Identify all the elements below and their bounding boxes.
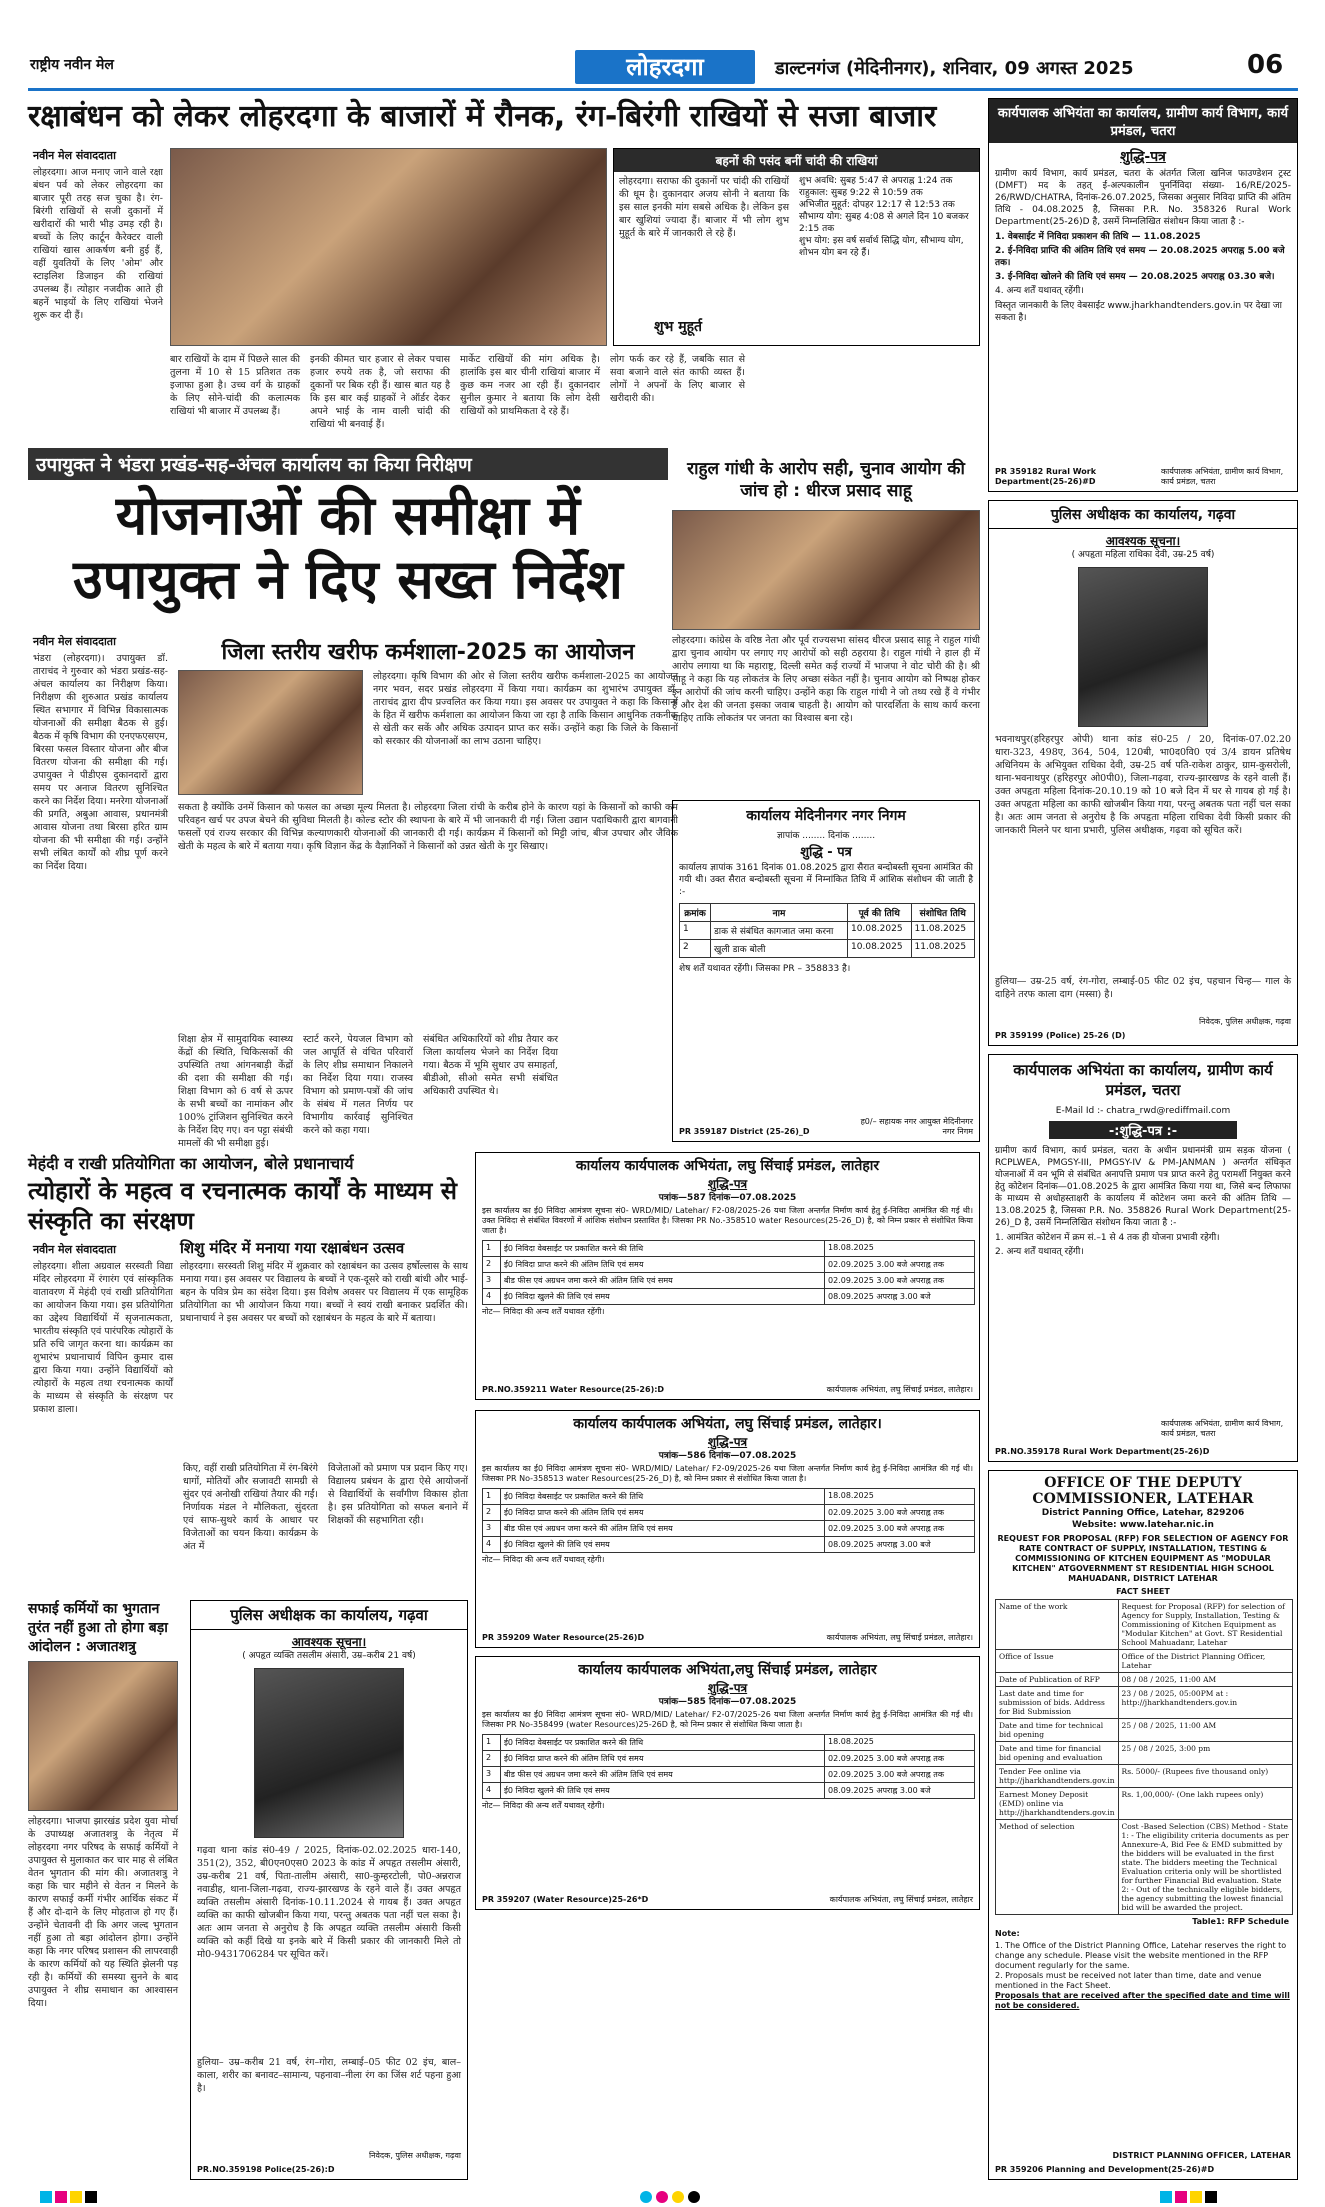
ad-footer: शेष शर्तें यथावत रहेंगी। जिसका PR – 358833 है। bbox=[679, 964, 851, 974]
ad-sign: निवेदक, पुलिस अधीक्षक, गढ़वा bbox=[1198, 1017, 1291, 1026]
registration-square bbox=[1205, 2191, 1217, 2203]
story-body: बार राखियों के दाम में पिछले साल की तुलना में 10 से 15 प्रतिशत तक इजाफा हुआ है। उच्च वर्ग के ग्राहकों के लिए सोने-चांदी की कलात्मक राखियां भी बाजार में उपलब्ध हैं। bbox=[170, 354, 300, 417]
section-banner bbox=[575, 50, 755, 84]
table-cell: 1 bbox=[483, 1489, 501, 1505]
story-body: स्टार्ट करने, पेयजल विभाग को जल आपूर्ति से वंचित परिवारों के लिए शीघ्र समाधान निकालने का निर्देश दिया गया। राजस्व विभाग को प्रमाण-पत्रों की जांच के संबंध में गलत निर्णय पर विभागीय कार्रवाई सुनिश्चित करने को कहा गया। bbox=[303, 1034, 413, 1136]
story-body: लोहरदगा। कृषि विभाग की ओर से जिला स्तरीय खरीफ कर्मशाला-2025 का आयोजन नगर भवन, सदर प्रखंड लोहरदगा में किया गया। कार्यक्रम का शुभारंभ उपायुक्त डॉ. ताराचंद द्वारा दीप प्रज्वलित कर किया गया। इस अवसर पर उपायुक्त ने कहा कि किसानों के हित में खरीफ कर्मशाला का आयोजन किया जा रहा है ताकि किसान आधुनिक तकनीक से खेती कर सकें और अधिक उत्पादन प्राप्त कर सकें। उन्होंने कहा कि जिले के किसानों को सरकार की योजनाओं का लाभ उठाना चाहिए। bbox=[373, 671, 678, 747]
table-cell: 10.08.2025 bbox=[848, 940, 911, 958]
ad-sign: कार्यपालक अभियंता, लघु सिंचाई प्रमंडल, लातेहार। bbox=[826, 1385, 973, 1394]
tender-table bbox=[482, 1488, 975, 1553]
table-cell: 1 bbox=[483, 1735, 501, 1751]
table-row bbox=[996, 1719, 1293, 1742]
headline: जिला स्तरीय खरीफ कर्मशाला-2025 का आयोजन bbox=[221, 640, 635, 665]
ad-sign: कार्यपालक अभियंता, लघु सिंचाई प्रमंडल, लातेहार bbox=[829, 1895, 973, 1904]
ad-title: पुलिस अधीक्षक का कार्यालय, गढ़वा bbox=[191, 1601, 467, 1630]
table-row bbox=[483, 1783, 975, 1799]
story-rakhi-market bbox=[28, 98, 980, 456]
table-cell: Office of Issue bbox=[996, 1650, 1119, 1673]
ad-sign: कार्यपालक अभियंता, लघु सिंचाई प्रमंडल, लातेहार। bbox=[826, 1633, 973, 1642]
kicker: उपायुक्त ने भंडरा प्रखंड-सह-अंचल कार्यालय का किया निरीक्षण bbox=[28, 448, 668, 480]
table-row bbox=[996, 1600, 1293, 1650]
ad-title: कार्यालय कार्यपालक अभियंता, लघु सिंचाई प्रमंडल, लातेहार। bbox=[573, 1416, 882, 1432]
pr-code: PR 359199 (Police) 25-26 (D) bbox=[995, 1031, 1126, 1040]
table-row bbox=[483, 1489, 975, 1505]
registration-dot bbox=[640, 2191, 652, 2203]
ad-subtitle: ( अपहृता महिला राधिका देवी, उम्र-25 वर्ष) bbox=[1071, 550, 1215, 560]
table-row bbox=[483, 1273, 975, 1289]
headline: सफाई कर्मियों का भुगतान तुरंत नहीं हुआ तो होगा बड़ा आंदोलन : अजातशत्रु bbox=[28, 1601, 168, 1655]
table-cell: 23 / 08 / 2025, 05:00PM at : http://jharkhandtenders.gov.in bbox=[1118, 1687, 1292, 1719]
story-body: संबंधित अधिकारियों को शीघ्र तैयार कर जिला कार्यालय भेजने का निर्देश दिया गया। बैठक में भूमि सुधार उप समाहर्ता, बीडीओ, सीओ समेत सभी संबंधित अधिकारी उपस्थित थे। bbox=[423, 1034, 558, 1097]
ad-item: 2. अन्य शर्तें यथावत् रहेंगी। bbox=[995, 1247, 1084, 1257]
story-body: लोहरदगा। कांग्रेस के वरिष्ठ नेता और पूर्व राज्यसभा सांसद धीरज प्रसाद साहू ने राहुल गांधी द्वारा चुनाव आयोग पर लगाए गए आरोपों को सही ठहराया है। राहुल गांधी ने हाल ही में आरोप लगाया था कि महाराष्ट्र, दिल्ली समेत कई राज्यों में भाजपा ने वोट चोरी की है। श्री साहू ने कहा कि यह लोकतंत्र के लिए अच्छा संकेत नहीं है। चुनाव आयोग को निष्पक्ष होकर इन आरोपों की जांच करनी चाहिए। उन्होंने कहा कि राहुल गांधी ने जो तथ्य रखे हैं वे गंभीर हैं और देश की जनता इसका जवाब चाहती है। आयोग को पारदर्शिता के साथ कार्य करना चाहिए ताकि लोकतंत्र पर जनता का विश्वास बना रहे। bbox=[672, 635, 980, 724]
table-cell: खुली डाक बोली bbox=[710, 940, 847, 958]
table-row bbox=[996, 1820, 1293, 1915]
table-cell: 2 bbox=[483, 1751, 501, 1767]
box-title: बहनों की पसंद बनीं चांदी की राखियां bbox=[614, 149, 979, 172]
story-body: शिक्षा क्षेत्र में सामुदायिक स्वास्थ्य केंद्रों की स्थिति, चिकित्सकों की उपस्थिति तथा आंगनबाड़ी केंद्रों की दशा की समीक्षा की गई। शिक्षा विभाग को 6 वर्ष से ऊपर के सभी बच्चों का नामांकन और 100% ट्रांजिशन सुनिश्चित करने के निर्देश दिए गए। वन पट्टा संबंधी मामलों की भी समीक्षा हुई। bbox=[178, 1034, 293, 1149]
ad-item: 2. ई-निविदा प्राप्ति की अंतिम तिथि एवं समय — 20.08.2025 अपराह्न 5.00 बजे तक। bbox=[995, 246, 1285, 268]
table-row bbox=[996, 1687, 1293, 1719]
table-cell: 3 bbox=[483, 1767, 501, 1783]
box-body: लोहरदगा। सराफा की दुकानों पर चांदी की राखियों की धूम है। दुकानदार अजय सोनी ने बताया कि इस साल इनकी मांग सबसे अधिक है। लेकिन इस बार खुशियां ज्यादा हैं। बाजार में भी लोग शुभ मुहूर्त के बारे में जानकारी ले रहे हैं। bbox=[619, 176, 789, 239]
muhurat-title: शुभ मुहूर्त bbox=[654, 319, 703, 335]
story-shishu-mandir bbox=[180, 1238, 468, 1458]
ad-website: Website: www.latehar.nic.in bbox=[1072, 1520, 1214, 1530]
ad-latehar-585 bbox=[475, 1656, 980, 1910]
page-number: 06 bbox=[1247, 50, 1284, 80]
registration-square bbox=[85, 2191, 97, 2203]
table-cell: 02.09.2025 3.00 बजे अपराह्न तक bbox=[825, 1257, 975, 1273]
table-cell: डाक से संबंधित कागजात जमा करना bbox=[710, 922, 847, 940]
ad-title: कार्यपालक अभियंता का कार्यालय, ग्रामीण कार्य प्रमंडल, चतरा bbox=[1013, 1061, 1273, 1099]
table-cell: Office of the District Planning Officer, Latehar bbox=[1118, 1650, 1292, 1673]
dateline: डाल्टनगंज (मेदिनीनगर), शनिवार, 09 अगस्त 2025 bbox=[775, 58, 1134, 79]
table-row bbox=[483, 1735, 975, 1751]
table-cell: Rs. 1,00,000/- (One lakh rupees only) bbox=[1118, 1788, 1292, 1820]
table-row bbox=[996, 1765, 1293, 1788]
byline: नवीन मेल संवाददाता bbox=[33, 635, 116, 648]
story-body: लोहरदगा। शीला अग्रवाल सरस्वती विद्या मंदिर लोहरदगा में रंगारंग एवं सांस्कृतिक वातावरण में मेहंदी एवं राखी प्रतियोगिता का आयोजन किया गया। इस प्रतियोगिता का उद्देश्य विद्यार्थियों में सृजनात्मकता, भारतीय संस्कृति एवं पारंपरिक त्योहारों के प्रति रुचि जागृत करना था। कार्यक्रम का शुभारंभ प्रधानाचार्य विपिन कुमार दास द्वारा किया गया। उन्होंने विद्यार्थियों को त्योहारों के महत्व तथा रचनात्मक कार्यों के माध्यम से संस्कृति के संरक्षण पर प्रकाश डाला। bbox=[33, 1261, 173, 1415]
ad-sub: आवश्यक सूचना। bbox=[291, 1635, 367, 1649]
registration-dot bbox=[656, 2191, 668, 2203]
missing-person-photo bbox=[254, 1668, 404, 1838]
ad-title: पुलिस अधीक्षक का कार्यालय, गढ़वा bbox=[989, 501, 1297, 529]
table-cell: 08 / 08 / 2025, 11:00 AM bbox=[1118, 1673, 1292, 1687]
table-cell: ई0 निविदा वेबसाईट पर प्रकाशित करने की तिथि bbox=[501, 1735, 825, 1751]
section-title: लोहरदगा bbox=[626, 53, 704, 81]
rfp-table bbox=[995, 1599, 1293, 1915]
story-body: सकता है क्योंकि उनमें किसान को फसल का अच्छा मूल्य मिलता है। लोहरदगा जिला रांची के करीब होने के कारण यहां के किसानों को काफी कम परिवहन खर्च पर उपज बेचने की सुविधा मिलती है। कोल्ड स्टोर की स्थापना के बारे में भी जानकारी दी गई। जिला उद्यान पदाधिकारी द्वारा बागवानी फसलों एवं राज्य सरकार की विभिन्न कल्याणकारी योजनाओं की जानकारी दी गई। कार्यक्रम में किसानों को मिट्टी जांच, बीज उपचार और जैविक खेती के महत्व के बारे में बताया गया। कृषि विज्ञान केंद्र के वैज्ञानिकों ने किसानों को उन्नत खेती के गुर सिखाए। bbox=[178, 802, 678, 852]
table-cell: Method of selection bbox=[996, 1820, 1119, 1915]
table-cell: 02.09.2025 3.00 बजे अपराह्न तक bbox=[825, 1521, 975, 1537]
table-row bbox=[680, 940, 975, 958]
story-rahul bbox=[672, 458, 980, 788]
ad-title-1: OFFICE OF THE DEPUTY bbox=[1044, 1475, 1242, 1491]
table-cell: 02.09.2025 3.00 बजे अपराह्न तक bbox=[825, 1273, 975, 1289]
ad-item: 1. वेबसाईट में निविदा प्रकाशन की तिथि — 11.08.2025 bbox=[995, 232, 1201, 242]
ad-body: ग्रामीण कार्य विभाग, कार्य प्रमंडल, चतरा के अंतर्गत जिला खनिज फाउण्डेशन ट्रस्ट (DMFT) मद के तहत् ई-अल्पकालीन पुनर्निविदा संख्या- 16/RE/2025-26/RWD/CHATRA, दिनांक-26.07.2025, जिसका अनुसार निविदा प्राप्ति की अंतिम तिथि - 04.08.2025 है, जिसका P.R. No. 358326 Rural Work Department(25-26)D है, उसमें निम्नलिखित संशोधन किया जाता है :- bbox=[995, 169, 1291, 227]
table-cell: 2 bbox=[680, 940, 711, 958]
rahul-photo bbox=[672, 510, 980, 630]
table-cell: Date and time for financial bid opening and evaluation bbox=[996, 1742, 1119, 1765]
ad-title-2: COMMISSIONER, LATEHAR bbox=[1032, 1491, 1254, 1507]
ad-latehar-586 bbox=[475, 1410, 980, 1648]
table-cell: 10.08.2025 bbox=[848, 922, 911, 940]
ad-note: नोट— निविदा की अन्य शर्तें यथावत् रहेगी। bbox=[482, 1801, 605, 1810]
table-cell: ई0 निविदा प्राप्त करने की अंतिम तिथि एवं समय bbox=[501, 1257, 825, 1273]
table-cell: ई0 निविदा प्राप्त करने की अंतिम तिथि एवं समय bbox=[501, 1751, 825, 1767]
table-cell: 08.09.2025 अपराह्न 3.00 बजे bbox=[825, 1783, 975, 1799]
table-header: क्रमांक bbox=[680, 904, 711, 922]
ad-sign: कार्यपालक अभियंता, ग्रामीण कार्य विभाग, कार्य प्रमंडल, चतरा bbox=[1161, 467, 1284, 486]
ad-subtitle: ( अपहृत व्यक्ति तसलीम अंसारी, उम्र–करीब 21 वर्ष) bbox=[242, 1651, 416, 1661]
table-cell: बीड फीस एवं अग्रधन जमा करने की अंतिम तिथि एवं समय bbox=[501, 1767, 825, 1783]
ad-item: 1. आमंत्रित कोटेशन में क्रम सं.–1 से 4 तक ही योजना प्रभावी रहेगी। bbox=[995, 1233, 1220, 1243]
pr-code: PR 359187 District (25-26)_D bbox=[679, 1127, 810, 1136]
ad-sign: निवेदक, पुलिस अधीक्षक, गढ़वा bbox=[368, 2151, 461, 2160]
pr-code: PR 359182 Rural Work Department(25-26)#D bbox=[995, 467, 1097, 486]
table-cell: Rs. 5000/- (Rupees five thousand only) bbox=[1118, 1765, 1292, 1788]
ad-body: कार्यालय ज्ञापांक 3161 दिनांक 01.08.2025 द्वारा सैरात बन्दोबस्ती सूचना आमंत्रित की गयी थी। उक्त सैरात बन्दोबस्ती सूचना में निम्नांकित तिथि में आंशिक संशोधन की जाती है :- bbox=[679, 863, 973, 897]
table-header: नाम bbox=[710, 904, 847, 922]
table-row bbox=[996, 1673, 1293, 1687]
story-body: लोहरदगा। आज मनाए जाने वाले रक्षा बंधन पर्व को लेकर लोहरदगा का बाजार पूरी तरह सज चुका है। रंग-बिरंगी राखियों से सजी दुकानों में खरीदारों की भारी भीड़ उमड़ रही है। बच्चों के लिए कार्टून कैरेक्टर वाली राखियां खास आकर्षण बनी हुई हैं, वहीं युवतियों के लिए 'ओम' और स्टाइलिश डिजाइन की राखियां उपलब्ध हैं। त्योहार नजदीक आते ही बहनें भाइयों के लिए राखियां भेजने शुरू कर दी हैं। bbox=[33, 167, 163, 321]
table-cell: 08.09.2025 अपराह्न 3.00 बजे bbox=[825, 1537, 975, 1553]
ad-title: कार्यालय कार्यपालक अभियंता,लघु सिंचाई प्रमंडल, लातेहार bbox=[578, 1662, 877, 1678]
table-row bbox=[483, 1751, 975, 1767]
table-cell: 25 / 08 / 2025, 3:00 pm bbox=[1118, 1742, 1292, 1765]
table-row bbox=[483, 1257, 975, 1273]
table-cell: 4 bbox=[483, 1537, 501, 1553]
registration-square bbox=[1175, 2191, 1187, 2203]
pr-code: PR 359207 (Water Resource)25-26*D bbox=[482, 1895, 649, 1904]
pr-code: PR 359209 Water Resource(25-26)D bbox=[482, 1633, 645, 1642]
ad-ref: पत्रांक—585 दिनांक—07.08.2025 bbox=[658, 1697, 797, 1707]
table-cell: Earnest Money Deposit (EMD) online via http://jharkhandtenders.gov.in bbox=[996, 1788, 1119, 1820]
table-cell: बीड फीस एवं अग्रधन जमा करने की अंतिम तिथि एवं समय bbox=[501, 1273, 825, 1289]
ad-chatra-rwd-2 bbox=[988, 1054, 1298, 1462]
table-cell: 1 bbox=[483, 1241, 501, 1257]
ad-title: कार्यालय कार्यपालक अभियंता, लघु सिंचाई प्रमंडल, लातेहार bbox=[575, 1158, 880, 1174]
muhurat-item: शुभ योग: इस वर्ष सर्वार्थ सिद्धि योग, सौभाग्य योग, शोभन योग बन रहे हैं। bbox=[799, 236, 964, 258]
tender-table bbox=[482, 1734, 975, 1799]
ad-latehar-dc-rfp bbox=[988, 1470, 1298, 2180]
note-item: 1. The Office of the District Planning Office, Latehar reserves the right to change any schedule. Please visit the website mentioned in the RFP document regularly for the same. bbox=[995, 1941, 1287, 1970]
table-row bbox=[483, 1537, 975, 1553]
pr-code: PR.NO.359211 Water Resource(25-26):D bbox=[482, 1385, 665, 1394]
registration-square bbox=[55, 2191, 67, 2203]
table-cell: 4 bbox=[483, 1783, 501, 1799]
fact-sheet-label: FACT SHEET bbox=[1116, 1587, 1170, 1596]
ad-body: गढ़वा थाना कांड सं0-49 / 2025, दिनांक-02.02.2025 धारा-140, 351(2), 352, बी0एन0एस0 2023 के कांड में अपहृत तसलीम अंसारी, उम्र-करीब 21 वर्ष, पिता-तालीम अंसारी, सा0-कुम्हरटोली, पो0-अन्नराज नवाडीह, थाना-जिला-गढ़वा, राज्य-झारखण्ड के रहने वाले हैं। उक्त अपहृत व्यक्ति तसलीम अंसारी दिनांक-10.11.2024 से गायब हैं। उक्त अपहृत व्यक्ति का काफी खोजबीन किया गया, परन्तु अबतक पता नहीं चल सका है। अतः आम जनता से अनुरोध है कि अपहृत व्यक्ति तसलीम अंसारी किसी व्यक्ति को कहीं दिखे या इनके बारे में किसी प्रकार की जानकारी मिले तो मो0-9431706284 पर सूचित करें। bbox=[197, 1845, 461, 1960]
byline: नवीन मेल संवाददाता bbox=[33, 1243, 116, 1256]
story-body: मार्केट राखियों की मांग अधिक है। हालांकि इस बार चीनी राखियां बाजार में कुछ कम नजर आ रही हैं। दुकानदार सुनील कुमार ने बताया कि लोग देसी राखियों को प्राथमिकता दे रहे हैं। bbox=[460, 354, 600, 417]
registration-square bbox=[1190, 2191, 1202, 2203]
registration-dot bbox=[672, 2191, 684, 2203]
ad-note: नोट— निविदा की अन्य शर्तें यथावत् रहेगी। bbox=[482, 1555, 605, 1564]
ad-ref: पत्रांक—587 दिनांक—07.08.2025 bbox=[658, 1193, 797, 1203]
table-cell: 02.09.2025 3.00 बजे अपराह्न तक bbox=[825, 1505, 975, 1521]
muhurat-item: अभिजीत मुहूर्त: दोपहर 12:17 से 12:53 तक bbox=[799, 200, 955, 210]
pr-code: PR.NO.359178 Rural Work Department(25-26)D bbox=[995, 1447, 1210, 1456]
tender-table bbox=[482, 1240, 975, 1305]
story-body: लोग फर्क कर रहे हैं, जबकि सात से सवा बजाने वाले संत काफी व्यस्त हैं। लोगों ने अपनों के लिए बाजार से खरीदारी की। bbox=[610, 354, 745, 404]
table-cell: Name of the work bbox=[996, 1600, 1119, 1650]
table-cell: ई0 निविदा वेबसाईट पर प्रकाशित करने की तिथि bbox=[501, 1241, 825, 1257]
table-row bbox=[996, 1650, 1293, 1673]
table-cell: ई0 निविदा खुलने की तिथि एवं समय bbox=[501, 1537, 825, 1553]
missing-woman-photo bbox=[1078, 567, 1208, 727]
table-row bbox=[680, 922, 975, 940]
masthead bbox=[0, 0, 1325, 92]
note-item: Proposals that are received after the specified date and time will not be considered. bbox=[995, 1991, 1290, 2010]
table-row bbox=[483, 1241, 975, 1257]
silver-rakhi-box bbox=[613, 148, 980, 346]
headline: शिशु मंदिर में मनाया गया रक्षाबंधन उत्सव bbox=[180, 1239, 405, 1257]
table-cell: ई0 निविदा वेबसाईट पर प्रकाशित करने की तिथि bbox=[501, 1489, 825, 1505]
ad-item: 3. ई-निविदा खोलने की तिथि एवं समय — 20.08.2025 अपराह्न 03.30 बजे। bbox=[995, 272, 1275, 282]
story-safai bbox=[28, 1600, 178, 2180]
table-cell: 11.08.2025 bbox=[911, 922, 974, 940]
table-cell: 18.08.2025 bbox=[825, 1489, 975, 1505]
table-row bbox=[483, 1289, 975, 1305]
story-body: लोहरदगा। भाजपा झारखंड प्रदेश युवा मोर्चा के उपाध्यक्ष अजातशत्रु के नेतृत्व में लोहरदगा नगर परिषद के सफाई कर्मियों ने उपायुक्त से मुलाकात कर चार माह से लंबित वेतन भुगतान की मांग की। अजातशत्रु ने कहा कि चार महीने से वेतन न मिलने के कारण सफाई कर्मी गंभीर आर्थिक संकट में हैं और दो-दाने के लिए मोहताज हो गए हैं। उन्होंने चेतावनी दी कि अगर जल्द भुगतान नहीं हुआ तो बड़ा आंदोलन होगा। उन्होंने कहा कि नगर परिषद प्रशासन की लापरवाही के कारण कर्मियों को यह स्थिति झेलनी पड़ रही है। कर्मियों की समस्या सुनने के बाद उपायुक्त ने शीघ्र समाधान का आश्वासन दिया। bbox=[28, 1816, 178, 2009]
muhurat-item: शुभ अवधि: सुबह 5:47 से अपराह्न 1:24 तक bbox=[799, 176, 953, 186]
note-title: Note: bbox=[995, 1929, 1020, 1938]
table-cell: ई0 निविदा खुलने की तिथि एवं समय bbox=[501, 1289, 825, 1305]
table-cell: Request for Proposal (RFP) for selection of Agency for Supply, Installation, Testing & Commissioning of Kitchen Equipment as "Modular Kitchen" at Govt. ST Residential School Mahuadanr, Latehar bbox=[1118, 1600, 1292, 1650]
table-cell: 2 bbox=[483, 1505, 501, 1521]
table-cell: 18.08.2025 bbox=[825, 1241, 975, 1257]
table-cell: Date of Publication of RFP bbox=[996, 1673, 1119, 1687]
table-cell: 2 bbox=[483, 1257, 501, 1273]
headline: त्योहारों के महत्व व रचनात्मक कार्यों के माध्यम से संस्कृति का संरक्षण bbox=[28, 1177, 457, 1235]
table-cell: 25 / 08 / 2025, 11:00 AM bbox=[1118, 1719, 1292, 1742]
headline: योजनाओं की समीक्षा में उपायुक्त ने दिए सख्त निर्देश bbox=[73, 484, 623, 611]
ad-intro: REQUEST FOR PROPOSAL (RFP) FOR SELECTION OF AGENCY FOR RATE CONTRACT OF SUPPLY, INSTALLATION, TESTING & COMMISSIONING OF KITCHEN EQUIPMENT AS "MODULAR KITCHEN" ATGOVERNMENT ST RESIDENTIAL HIGH SCHOOL MAHUADANR, DISTRICT LATEHAR bbox=[997, 1534, 1289, 1583]
ad-sub: शुद्धि-पत्र bbox=[707, 1177, 748, 1191]
ad-body: ग्रामीण कार्य विभाग, कार्य प्रमंडल, चतरा के अधीन प्रधानमंत्री ग्राम सड़क योजना ( RCPLWEA, PMGSY-III, PMGSY-IV & PM-JANMAN ) अन्तर्गत संधिकृत योजनाओं में वन भूमि से संबंधित अनापत्ति प्रमाण पत्र प्राप्त करने हेतु परामर्शी नियुक्त करने हेतु कोटेशन दिनांक—01.08.2025 के द्वारा आमंत्रित किया गया था, जिसे बन्द लिफाफा के माध्यम से अधोहस्ताक्षरी के कार्यालय में कोटेशन जमा करने की अंतिम तिथि — 13.08.2025 है, जिसका P.R. No. 358826 Rural Work Department(25-26)_D है, उसमें निम्नलिखित संशोधन किया जाता है :- bbox=[995, 1146, 1291, 1228]
pr-code: PR 359206 Planning and Development(25-26)#D bbox=[995, 2165, 1215, 2174]
ad-medininagar bbox=[672, 800, 980, 1142]
registration-square bbox=[40, 2191, 52, 2203]
print-registration-marks bbox=[40, 2188, 1285, 2202]
rakhi-photo bbox=[170, 148, 607, 346]
table-header: संशोधित तिथि bbox=[911, 904, 974, 922]
story-body: इनकी कीमत चार हजार से लेकर पचास हजार रुपये तक है, जो सराफा की दुकानों पर बिक रही हैं। खास बात यह है कि इस बार कई ग्राहकों ने ऑर्डर देकर अपने भाई के नाम वाली चांदी की राखियां भी बनवाई हैं। bbox=[310, 354, 450, 430]
masthead-rule bbox=[28, 88, 1298, 91]
registration-dot bbox=[688, 2191, 700, 2203]
ad-body: भवनाथपुर(हरिहरपुर ओपी) थाना कांड सं0-25 / 20, दिनांक-07.02.20 धारा-323, 498ए, 364, 504, 120बी, भा0द0वि0 एवं 3/4 डायन प्रतिषेध अधिनियम के अभियुक्त राधिका देवी, उम्र-25 वर्ष पति-राकेश ठाकुर, ग्राम-कुसरोली, थाना-भवनाथपुर (हरिहरपुर ओ0पी0), जिला-गढ़वा, राज्य-झारखण्ड के रहने वाली हैं। उक्त अपहृता महिला दिनांक-20.10.19 को 10 बजे दिन में घर से गायब हो गई है। उक्त अपहृता महिला का काफी खोजबीन किया गया, परन्तु अबतक पता नहीं चल सका है। अतः आम जनता से अनुरोध है कि अपहृता महिला राधिका देवी किसी प्रकार की जानकारी मिलने पर थाना प्रभारी, पुलिस अधीक्षक, गढ़वा को सूचित करें। bbox=[995, 734, 1291, 836]
table-cell: 3 bbox=[483, 1273, 501, 1289]
ad-sub: शुद्धि - पत्र bbox=[800, 845, 852, 860]
muhurat-list bbox=[799, 175, 975, 259]
ad-police-garhwa-2 bbox=[190, 1600, 468, 2180]
ad-police-garhwa-1 bbox=[988, 500, 1298, 1046]
table-row bbox=[483, 1521, 975, 1537]
muhurat-item: सौभाग्य योग: सुबह 4:08 से अगले दिन 10 बजकर 2:15 तक bbox=[799, 212, 969, 234]
ad-ref: पत्रांक—586 दिनांक—07.08.2025 bbox=[658, 1451, 797, 1461]
table-cell: 11.08.2025 bbox=[911, 940, 974, 958]
table-cell: ई0 निविदा खुलने की तिथि एवं समय bbox=[501, 1783, 825, 1799]
table-label: Table1: RFP Schedule bbox=[1192, 1917, 1289, 1926]
ad-title: कार्यालय मेदिनीनगर नगर निगम bbox=[746, 808, 906, 824]
story-body: लोहरदगा। सरस्वती शिशु मंदिर में शुक्रवार को रक्षाबंधन का उत्सव हर्षोल्लास के साथ मनाया गया। इस अवसर पर विद्यालय के बच्चों ने एक-दूसरे को राखी बांधी और भाई-बहन के पवित्र प्रेम का संदेश दिया। इस विशेष अवसर पर विद्यालय में एक सामूहिक प्रतियोगिता का भी आयोजन किया गया। बच्चों ने स्वयं राखी बनाकर प्रदर्शित की। प्रधानाचार्य ने इस अवसर पर बच्चों को रक्षाबंधन के महत्व के बारे में बताया। bbox=[180, 1261, 468, 1324]
ad-contact: हुलिया– उम्र–करीब 21 वर्ष, रंग–गोरा, लम्बाई–05 फीट 02 इंच, बाल–काला, शरीर का बनावट–सामान्य, पहनावा–नीला रंग का जिंस शर्ट पहना हुआ है। bbox=[197, 2057, 461, 2094]
ad-sign: ह0/– सहायक नगर आयुक्त मेदिनीनगर नगर निगम bbox=[860, 1117, 973, 1136]
table-cell: 4 bbox=[483, 1289, 501, 1305]
kicker: मेहंदी व राखी प्रतियोगिता का आयोजन, बोले प्रधानाचार्य bbox=[28, 1154, 354, 1173]
note-item: 2. Proposals must be received not later than time, date and venue mentioned in the Fact Sheet. bbox=[995, 1971, 1262, 1990]
table-cell: बीड फीस एवं अग्रधन जमा करने की अंतिम तिथि एवं समय bbox=[501, 1521, 825, 1537]
byline: नवीन मेल संवाददाता bbox=[33, 149, 116, 162]
table-cell: 3 bbox=[483, 1521, 501, 1537]
date-table bbox=[679, 903, 975, 958]
ad-sub: शुद्धि-पत्र bbox=[707, 1435, 748, 1449]
ad-contact: हुलिया— उम्र-25 वर्ष, रंग-गोरा, लम्बाई-05 फीट 02 इंच, पहचान चिन्ह— गाल के दाहिने तरफ काला दाग (मस्सा) है। bbox=[995, 976, 1291, 1000]
table-row bbox=[996, 1788, 1293, 1820]
ad-sub: शुद्धि-पत्र bbox=[1120, 149, 1166, 165]
safai-photo bbox=[28, 1661, 178, 1811]
ad-body: इस कार्यालय का ई0 निविदा आमंत्रण सूचना सं0- WRD/MID/ Latehar/ F2-09/2025-26 यथा जिला अन्तर्गत निर्माण कार्य हेतु ई-निविदा आमंत्रित की गई थी। जिसका PR No-358513 water Resources(25-26_D) है, को निम्न प्रकार से संशोधित किया जाता है। bbox=[482, 1464, 973, 1483]
table-cell: 08.09.2025 अपराह्न 3.00 बजे bbox=[825, 1289, 975, 1305]
headline: रक्षाबंधन को लेकर लोहरदगा के बाजारों में रौनक, रंग-बिरंगी राखियों से सजा बाजार bbox=[28, 99, 937, 134]
registration-square bbox=[70, 2191, 82, 2203]
table-header: पूर्व की तिथि bbox=[848, 904, 911, 922]
table-row bbox=[483, 1767, 975, 1783]
headline: राहुल गांधी के आरोप सही, चुनाव आयोग की जांच हो : धीरज प्रसाद साहू bbox=[687, 459, 965, 501]
table-cell: Tender Fee online via http://jharkhandtenders.gov.in bbox=[996, 1765, 1119, 1788]
story-kharif-workshop bbox=[178, 636, 678, 1036]
story-body: विजेताओं को प्रमाण पत्र प्रदान किए गए। विद्यालय प्रबंधन के द्वारा ऐसे आयोजनों से विद्यार्थियों के सर्वांगीण विकास होता है। इस प्रतियोगिता को सफल बनाने में शिक्षकों की सहभागिता रही। bbox=[328, 1463, 468, 1526]
table-cell: Date and time for technical bid opening bbox=[996, 1719, 1119, 1742]
table-row bbox=[483, 1505, 975, 1521]
ad-latehar-587 bbox=[475, 1152, 980, 1400]
table-cell: 02.09.2025 3.00 बजे अपराह्न तक bbox=[825, 1751, 975, 1767]
story-body: भंडरा (लोहरदगा)। उपायुक्त डॉ. ताराचंद ने गुरुवार को भंडरा प्रखंड-सह-अंचल कार्यालय का निरीक्षण किया। निरीक्षण की शुरुआत प्रखंड कार्यालय स्थित सभागार में विभिन्न विकासात्मक योजनाओं की समीक्षा बैठक से हुई। बैठक में कृषि विभाग की एनएफएसएम, बिरसा फसल विस्तार योजना और बीज वितरण योजना की समीक्षा की गई। उपायुक्त ने पीडीएस दुकानदारों द्वारा समय पर अनाज वितरण सुनिश्चित करने का निर्देश दिया। मनरेगा योजनाओं की प्रगति, अबुआ आवास, प्रधानमंत्री आवास योजना तथा बिरसा हरित ग्राम योजना की भी समीक्षा की गई। उन्होंने सभी लंबित कार्यों को शीघ्र पूर्ण करने का निर्देश दिया। bbox=[33, 653, 168, 872]
table-cell: ई0 निविदा प्राप्त करने की अंतिम तिथि एवं समय bbox=[501, 1505, 825, 1521]
registration-square bbox=[1160, 2191, 1172, 2203]
table-cell: Last date and time for submission of bids. Address for Bid Submission bbox=[996, 1687, 1119, 1719]
ad-title: कार्यपालक अभियंता का कार्यालय, ग्रामीण कार्य विभाग, कार्य प्रमंडल, चतरा bbox=[989, 99, 1297, 143]
story-body: किए, वहीं राखी प्रतियोगिता में रंग-बिरंगे धागों, मोतियों और सजावटी सामग्री से सुंदर एवं अनोखी राखियां तैयार की गईं। निर्णायक मंडल ने मौलिकता, सुंदरता एवं साफ-सुथरे कार्य के आधार पर विजेताओं का चयन किया। कार्यक्रम के अंत में bbox=[183, 1463, 318, 1552]
ad-sign: DISTRICT PLANNING OFFICER, LATEHAR bbox=[1112, 2151, 1291, 2160]
table-cell: 02.09.2025 3.00 बजे अपराह्न तक bbox=[825, 1767, 975, 1783]
ad-footer: विस्तृत जानकारी के लिए वेबसाईट www.jharkhandtenders.gov.in पर देखा जा सकता है। bbox=[995, 301, 1282, 323]
muhurat-item: राहुकाल: सुबह 9:22 से 10:59 तक bbox=[799, 188, 923, 198]
ad-note: नोट— निविदा की अन्य शर्तें यथावत रहेंगी। bbox=[482, 1307, 605, 1316]
ad-sub: -:शुद्धि-पत्र :- bbox=[1049, 1121, 1237, 1139]
ad-body: इस कार्यालय का ई0 निविदा आमंत्रण सूचना सं0- WRD/MID/ Latehar/ F2-07/2025-26 यथा जिला अन्तर्गत निर्माण कार्य हेतु ई-निविदा आमंत्रित की गई थी। जिसका PR No-358499 (water Resources)25-26D है, को निम्न प्रकार से संशोधित किया जाता है। bbox=[482, 1710, 973, 1729]
ad-sign: कार्यपालक अभियंता, ग्रामीण कार्य विभाग, कार्य प्रमंडल, चतरा bbox=[1161, 1419, 1284, 1438]
pr-code: PR.NO.359198 Police(25-26):D bbox=[197, 2165, 335, 2174]
paper-name: राष्ट्रीय नवीन मेल bbox=[30, 57, 114, 73]
ad-chatra-rwd-1 bbox=[988, 98, 1298, 492]
table-cell: 1 bbox=[680, 922, 711, 940]
ad-email: E-Mail Id :- chatra_rwd@rediffmail.com bbox=[1055, 1106, 1231, 1116]
ad-address: District Panning Office, Latehar, 829206 bbox=[1041, 1508, 1245, 1518]
table-cell: Cost -Based Selection (CBS) Method - State 1: - The eligibility criteria documents as per Annexure-A, Bid Fee & EMD submitted by the bidders will be evaluated in the first state. The bidders meeting the Technical Evaluation criteria only will be shortlisted for further Financial Bid evaluation. State 2: - Out of the technically eligible bidders, the agency submitting the lowest financial bid will be awarded the project. bbox=[1118, 1820, 1292, 1915]
table-row bbox=[996, 1742, 1293, 1765]
ad-body: इस कार्यालय का ई0 निविदा आमंत्रण सूचना सं0- WRD/MID/ Latehar/ F2-08/2025-26 यथा जिला अन्तर्गत निर्माण कार्य हेतु ई-निविदा आमंत्रित की गई थी। उक्त निविदा से संबंधित विवरणों में आंशिक संशोधन प्रस्तावित है। जिसका PR No.-358510 water Resources(25-26_D) है, को निम्न प्रकार से संशोधित किया जाता है। bbox=[482, 1206, 973, 1235]
ad-ref: ज्ञापांक ........ दिनांक ........ bbox=[776, 831, 876, 841]
ad-item: 4. अन्य शर्तें यथावत् रहेंगी। bbox=[995, 286, 1084, 296]
ad-sub: शुद्धि-पत्र bbox=[707, 1681, 748, 1695]
table-cell: 18.08.2025 bbox=[825, 1735, 975, 1751]
ad-sub: आवश्यक सूचना। bbox=[1105, 534, 1181, 548]
workshop-photo bbox=[178, 670, 363, 795]
